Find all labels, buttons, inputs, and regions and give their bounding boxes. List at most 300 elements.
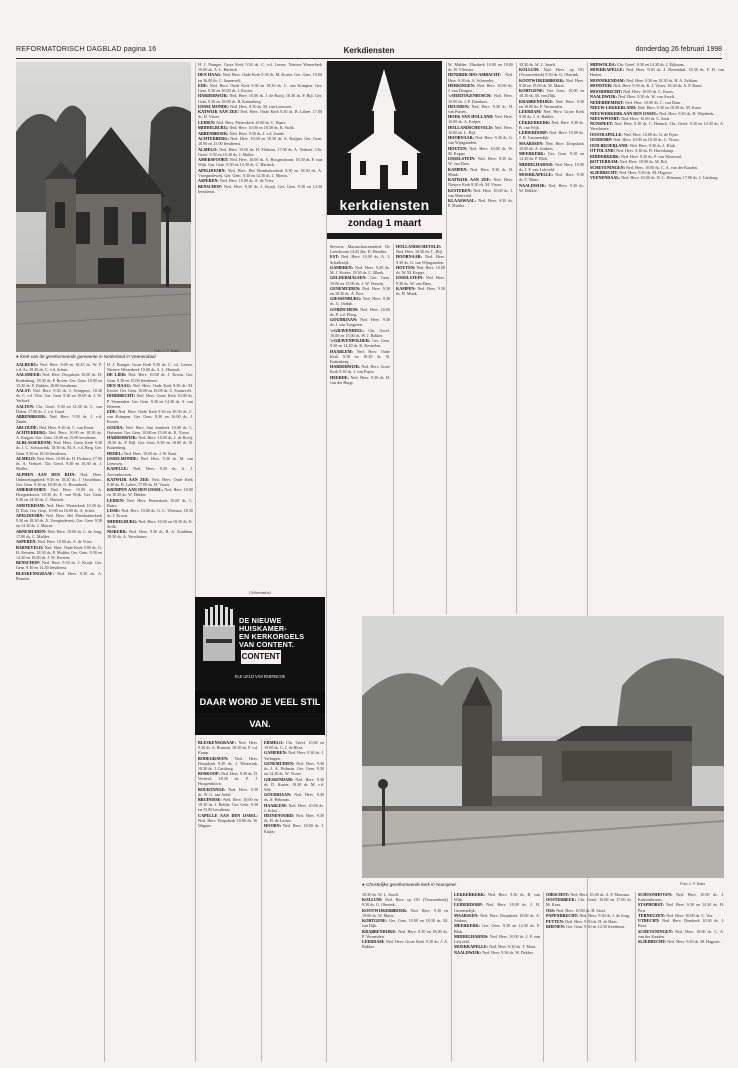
listing-entry: TERNEUZEN: Ned. Herv. 10.00 ds. C. Vos. xyxy=(638,912,714,918)
listing-entry: HARDERWIJK: Ned. Herv. Grote Kerk 9.30 ds. J. van Popta. xyxy=(330,364,390,375)
place-name: LEIDEN: xyxy=(107,497,125,503)
place-name: KOLLUM: xyxy=(519,67,540,73)
place-name: HERKINGEN: xyxy=(448,82,476,88)
listing-entry: MOORDRECHT: Ned. Herv. 10.00 ds. C. Kaars. xyxy=(590,88,674,94)
listing-entry: VEENENDAAL: Ned. Herv. 10.00 ds. W. L. Hekman, 17.00 ds. J. Catsburg. xyxy=(590,175,719,181)
listing-entry: CAPELLE AAN DEN IJSSEL: Ned. Herv. Dorpskerk 10.00 ds. W. Wagner. xyxy=(198,812,258,828)
listing-column-4 xyxy=(330,244,390,614)
listing-entry: ABCOUDE: Ned. Herv. 9.30 ds. C. van Roest. xyxy=(16,424,95,430)
listing-entry: LEKKERKERK: Ned. Herv. 9.30 ds. B. van Wijk. xyxy=(454,892,540,903)
listing-entry: KLAASWAAL: Ned. Herv. 9.30 ds. P. Mulder. xyxy=(448,198,513,209)
photo2-caption: ● Christelijke gereformeerde kerk in Nunspeet. xyxy=(362,882,457,887)
listing-entry: KATWIJK AAN ZEE: Ned. Herv. Oude Kerk 9.30 ds. B. Labee, 17.00 ds. H. Visser. xyxy=(198,109,322,120)
listing-entry: KAPELLE: Ned. Herv. 9.30 ds. A. J. Zeevenhooven. xyxy=(107,466,193,477)
listing-entry: 's-HERTOGENBOSCH: Ned. Herv. 10.00 ds. J. P. Dronkers. xyxy=(448,93,513,104)
listing-entry: GORINCHEM: Ned. Herv. 10.00 ds. P. v.d. Ploeg. xyxy=(330,306,390,317)
listing-entry: OUD-BEIJERLAND: Ned. Herv. 9.30 ds. J. Klok. xyxy=(590,142,676,148)
listing-entry: BENSCHOP: Ned. Herv. 9.30 ds. J. Kruijt. Ger. Gem. 9.30 en 14.30 leesdienst. xyxy=(16,560,102,571)
place-name: ALBLASSERDAM: xyxy=(16,440,52,446)
column-rule xyxy=(393,244,394,614)
listing-entry: ASPEREN: Ned. Herv. 10.00 ds. A. de Vries. xyxy=(16,539,93,545)
listing-column-7 xyxy=(590,62,724,614)
place-name: AALTEN: xyxy=(16,403,35,409)
place-name: ASPEREN: xyxy=(198,178,219,184)
listing-entry: LEKKERKERK: Ned. Herv. 9.30 ds. B. van Wijk. xyxy=(519,119,584,130)
place-name: 's-HERTOGENBOSCH: xyxy=(448,93,492,99)
place-name: KORTGENE: xyxy=(519,88,545,94)
place-name: HEERDE: xyxy=(330,374,349,380)
place-name: BENSCHOP: xyxy=(16,560,41,566)
listing-entry: KATWIJK AAN ZEE: Ned. Herv. Oude Kerk 9.30 ds. B. Labee, 17.00 ds. H. Visser. xyxy=(107,476,193,487)
place-name: EST: xyxy=(330,254,339,260)
listing-entry: MIDDELHARNIS: Ned. Herv. 10.00 ds. J. F. van Lelyveld. xyxy=(519,161,584,172)
listing-entry: OIRSCHOT: Ned. Herv. 10.00 ds. A. P. Monsma. xyxy=(546,892,630,897)
place-name: IJSSELMONDE: xyxy=(107,455,139,461)
listing-entry: EST: Ned. Herv. 10.00 ds. A. J. Schalkwijk. xyxy=(330,254,390,265)
place-name: NIEUW-LEKKERLAND: xyxy=(590,105,637,111)
place-name: HOUTEN: xyxy=(396,264,416,270)
newspaper-name: REFORMATORISCH DAGBLAD pagina 16 xyxy=(16,46,157,53)
place-name: EDE: xyxy=(107,408,117,414)
place-name: ALPHEN AAN DEN RIJN: xyxy=(16,471,76,477)
place-name: BARNEVELD: xyxy=(16,544,44,550)
place-name: MIDDELHARNIS: xyxy=(519,161,554,167)
place-name: HARDERWIJK: xyxy=(107,435,138,440)
listing-entry: APELDOORN: Ned. Herv. Het Ebenhaëzerkerk 9.30 en 18.30 ds. A. Vroegindeweij. Ger. Gem. 9.30 en 14.30 ds. J. Mieras. xyxy=(16,513,102,529)
place-name: IJSSELSTEIN: xyxy=(396,275,424,281)
place-name: SLIEDRECHT: xyxy=(590,169,619,175)
place-name: HARDERWIJK: xyxy=(198,93,229,99)
column-rule xyxy=(543,892,544,1062)
place-name: OOSTKAPELLE: xyxy=(590,131,623,137)
listing-entry: ERMELO: Chr. Geref. 10.00 en 19.00 ds. C. J. de Blois. xyxy=(264,740,324,751)
listing-entry: NIEUWERKERK AAN DEN IJSSEL: Ned. Herv. 9.30 ds. H. Wijnbeek. xyxy=(590,110,715,116)
place-name: AMERSFOORT: xyxy=(16,487,47,493)
listing-entry: STAPHORST: Ned. Herv. 9.30 en 14.30 ds. H. Post. xyxy=(638,902,724,913)
ad-headline-line: HUISKAMER- xyxy=(239,624,287,633)
church-icon xyxy=(327,61,442,197)
listing-entry: GOUDA: Ned. Herv. Sint Janskerk 10.00 ds. L. Huisman. Ger. Gem. 10.00 en 15.00 ds. K. Visser. xyxy=(107,424,193,435)
listing-column-4-lower xyxy=(264,740,324,1062)
listing-entry: ALMELO: Ned. Herv. 10.00 ds. H. Flokstra, 17.00 ds. A. Verhoef. Chr. Geref. 9.30 en 16.30 ds. J. Muller. xyxy=(198,146,322,157)
church-photo-veenendaal xyxy=(16,62,191,352)
place-name: MIDDELHARNIS: xyxy=(454,933,489,939)
listing-entry: EDE: Ned. Herv. Oude Kerk 9.30 en 18.30 ds. C. van Krimpen. Ger. Gem. 9.30 en 16.00 ds. J. Koster. xyxy=(107,408,193,425)
listing-entry: APELDOORN: Ned. Herv. Het Ebenhaëzerkerk 9.30 en 18.30 ds. A. Vroegindeweij. Ger. Gem. 9.30 en 14.30 ds. J. Mieras. xyxy=(198,167,322,178)
place-name: KAMPEN: xyxy=(448,166,468,172)
listing-column-5 xyxy=(448,62,513,614)
listing-entry: KRABBENDIJKE: Ned. Herv. 9.30 en 18.00 ds. P. Vermeulen. xyxy=(362,928,448,939)
listing-entry: BRUINISSE: Ned. Herv. 10.00 en 18.30 ds. J. Belder. Ger. Gem. 9.30 en 15.00 leesdienst. xyxy=(198,797,258,813)
listing-entry: GOUDRIAAN: Ned. Herv. 9.30 ds. J. van Tongeren. xyxy=(330,317,390,328)
listing-entry: ACHTERBERG: Ned. Herv. 10.00 en 18.30 ds. A. Kuijper. Ger. Gem. 10.00 en 15.00 leesdienst. xyxy=(198,136,322,147)
place-name: MONNIKENDAM: xyxy=(590,77,625,83)
page-header xyxy=(16,44,722,58)
place-name: HARDERWIJK: xyxy=(330,364,361,370)
listing-entry: LEERDAM: Ned. Herv. Grote Kerk 9.30 ds. J. A. Bakker. xyxy=(362,939,448,950)
listing-entry: IJSSELMONDE: Ned. Herv. 9.30 ds. M. van Leeuwen. xyxy=(198,103,293,109)
listing-entry: HARDERWIJK: Ned. Herv. 10.00 ds. J. de Rooij, 18.30 ds. P. Bijl. Ger. Gem. 9.30 en 18.00 ds. R. Kattenberg. xyxy=(107,435,193,451)
ad-headline-line: EN KERKORGELS xyxy=(239,632,305,641)
listing-entry: HOUTEN: Ned. Herv. 10.00 ds. W. M. Koppe. xyxy=(448,145,513,156)
place-name: OSS: xyxy=(546,907,556,913)
listing-entry: ABBENBROEK: Ned. Herv. 9.30 ds. J. v.d. Zande. xyxy=(16,414,102,425)
listing-entry: HENDRIK-IDO-AMBACHT: Ned. Herv. 9.30 ds. S. Schreuder. xyxy=(448,72,513,83)
place-name: MEERKERK: xyxy=(519,151,545,157)
listing-entry: MOERKAPELLE: Ned. Herv. 9.30 ds. J. Rosendaal, 18.30 ds. F. H. van Harten. xyxy=(590,67,724,78)
place-name: NIJKERK: xyxy=(107,529,128,535)
place-name: AMERSFOORT: xyxy=(198,157,229,163)
place-name: KATWIJK AAN ZEE: xyxy=(448,177,492,183)
logo-title: kerkdiensten xyxy=(339,197,430,213)
listing-entry: BENSCHOP: Ned. Herv. 9.30 ds. J. Kruijt. Ger. Gem. 9.30 en 14.30 leesdienst. xyxy=(198,183,322,194)
place-name: NUNSPEET: xyxy=(590,121,614,127)
listing-entry: NIEUW-LEKKERLAND: Ned. Herv. 9.30 en 18.30 ds. M. Kater. xyxy=(590,105,702,111)
listing-entry: AALTEN: Chr. Geref. 9.30 en 14.30 ds. C. van Dalen, 17.00 ds. J. v.d. Graaf. xyxy=(16,403,102,414)
place-name: GOUDA: xyxy=(107,424,124,430)
column-rule xyxy=(446,62,447,614)
place-name: AALST: xyxy=(16,388,31,394)
listing-entry: LEERDAM: Ned. Herv. Grote Kerk 9.30 ds. J. A. Bakker. xyxy=(519,109,584,120)
listing-entry: LEIDERDORP: Ned. Herv. 10.00 ds. J. H. Groenendijk. xyxy=(519,130,584,141)
place-name: MIDWOLDA: xyxy=(590,62,616,67)
listing-entry: HOORNAAR: Ned. Herv. 9.30 ds. G. van Wijngaarden. xyxy=(448,135,513,146)
listing-entry: MAARSSEN: Ned. Herv. Dorpskerk 10.00 ds. A. Jonkers. xyxy=(454,912,540,924)
place-name: OTTOLAND: xyxy=(590,148,616,154)
listing-entry: KOLLUM: Ned. Herv. op OG (Vrouwenkerk) 9.30 ds. G. Oberink. xyxy=(362,897,448,908)
listing-entry: KOLLUM: Ned. Herv. op OG (Vrouwenkerk) 9.30 ds. G. Oberink. xyxy=(519,67,584,78)
place-name: TERNEUZEN: xyxy=(638,912,666,918)
place-name: HOORNAAR: xyxy=(448,135,474,141)
place-name: DEN HAAG: xyxy=(198,72,222,78)
photo1-caption: ● Kerk van de gereformeerde gemeente in Nederland in Veenendaal. xyxy=(16,354,157,359)
place-name: MOERKAPELLE: xyxy=(590,67,625,73)
listing-entry: RIDDERKERK: Ned. Herv. 9.30 ds. P. van Nieuwaal. xyxy=(590,153,682,159)
listing-entry: MIDDELHARNIS: Ned. Herv. 10.00 ds. J. F. van Lelyveld. xyxy=(454,933,540,944)
listing-column-11 xyxy=(638,892,724,1062)
place-name: ALMELO: xyxy=(198,146,218,152)
listing-entry: KRIMPEN AAN DEN IJSSEL: Ned. Herv. 10.00 en 18.30 ds. W. Dekker. xyxy=(107,487,193,498)
listing-entry: LEIDERDORP: Ned. Herv. 10.00 ds. J. H. Groenendijk. xyxy=(454,902,540,913)
listing-entry: 18.30 ds. W. L. Smelt. xyxy=(362,892,399,897)
listing-entry: LEIDEN: Ned. Herv. Pieterskerk 10.00 ds. C. Baars. xyxy=(107,497,193,508)
listing-entry: GENEMUIDEN: Ned. Herv. 9.30 en 18.30 ds. A. Post. xyxy=(330,285,390,296)
listing-entry: MEERKERK: Ger. Gem. 9.30 en 14.30 ds. P. Blok. xyxy=(519,151,584,162)
photo2-caption-text: Christelijke gereformeerde kerk in Nunspeet. xyxy=(366,882,457,887)
place-name: DORDRECHT: xyxy=(107,393,135,399)
place-name: HOLLANDSCHEVELD: xyxy=(448,124,494,130)
photo1-caption-text: Kerk van de gereformeerde gemeente in Nederland in Veenendaal. xyxy=(20,354,157,359)
place-name: MOERKAPELLE: xyxy=(519,172,554,178)
listing-entry: OUDDORP: Ned. Herv. 10.00 en 18.30 ds. C. Visser. xyxy=(590,137,680,143)
place-name: LEERDAM: xyxy=(362,939,385,945)
place-name: LEIDERDORP: xyxy=(454,902,483,908)
place-name: MOORDRECHT: xyxy=(590,88,623,94)
place-name: GELDERMALSEN: xyxy=(330,275,367,281)
place-name: MONSTER: xyxy=(590,83,613,89)
listing-entry: HEDEL: Ned. Herv. 10.00 ds. J. W. Kaat. xyxy=(107,450,178,456)
listing-entry: OOSTKAPELLE: Ned. Herv. 10.00 ds. G. de Fijter. xyxy=(590,131,679,137)
listing-entry: HOEK VAN HOLLAND: Ned. Herv. 10.00 ds. A. Kuiper. xyxy=(448,114,513,125)
listing-entry: GELDERMALSEN: Ger. Gem. 10.00 en 15.00 ds. J. W. Verweij. xyxy=(330,275,390,286)
place-name: NEDERHEMERT: xyxy=(590,99,624,105)
place-name: LEKKERKERK: xyxy=(519,119,551,125)
place-name: BLESKENSGRAAF: xyxy=(198,740,236,745)
listing-entry: GIESSENDAM: Ned. Herv. 9.30 ds. D. Koster, 18.30 ds. M. v.d. Wal. xyxy=(264,776,324,792)
listing-entry: HOORN: Ned. Herv. 10.00 ds. J. Kuijer. xyxy=(264,823,324,834)
place-name: OIRSCHOT: xyxy=(546,892,570,897)
place-name: EDE: xyxy=(198,82,208,88)
place-name: AMSTERDAM: xyxy=(16,502,45,508)
listing-column-2 xyxy=(107,362,193,1062)
listing-entry: ALBLASSERDAM: Ned. Herv. Grote Kerk 9.30 ds. J. C. Schouwink, 18.30 ds. M. A. v.d. Berg. Ger. Gem. 9.30 en 18.30 leesdienst. xyxy=(16,440,102,456)
place-name: MAARSSEN: xyxy=(519,140,544,146)
place-name: DE LIER: xyxy=(107,372,127,378)
place-name: HAARLEM: xyxy=(330,348,354,354)
place-name: HOORN: xyxy=(264,823,282,829)
listing-entry: BLESKENSGRAAF: Ned. Herv. 9.30 ds. A. Romein. xyxy=(16,570,102,581)
listing-entry: AALST: Ned. Herv. 9.30 ds. J. Schippers, 18.30 ds. C. v.d. Vlist. Ger. Gem. 9.30 en 18.00 ds. J. W. Verhoef. xyxy=(16,388,102,404)
place-name: LISSE: xyxy=(107,508,121,514)
place-name: BENSCHOP: xyxy=(198,183,223,189)
listing-entry: ABBENBROEK: Ned. Herv. 9.30 ds. J. v.d. Zande. xyxy=(198,130,285,136)
place-name: KOLLUM: xyxy=(362,897,383,903)
listing-column-4b xyxy=(396,244,445,614)
listing-entry: NAALDWIJK: Ned. Herv. 9.30 ds. W. van Asselt. xyxy=(590,94,675,100)
place-name: MAARSSEN: xyxy=(454,912,479,918)
listing-entry: HOORNAAR: Ned. Herv. 9.30 ds. G. van Wijngaarden. xyxy=(396,254,445,265)
place-name: HEINENOORD: xyxy=(264,813,295,818)
listing-column-6 xyxy=(519,62,584,614)
listing-entry: NEDERHEMERT: Ned. Herv. 10.00 ds. C. van Dam. xyxy=(590,99,681,105)
listing-entry: MIDWOLDA: Chr. Geref. 9.30 en 14.30 ds. J. Eijkman. xyxy=(590,62,685,67)
organ-icon xyxy=(201,605,237,663)
place-name: BOSKOOP: xyxy=(198,771,220,777)
header-rule xyxy=(16,58,722,59)
listing-entry: NAALDWIJK: Ned. Herv. 9.30 ds. W. Dekker. xyxy=(519,182,584,193)
listing-entry: BOURTANGE: Ned. Herv. 9.30 ds. W. G. van Arkel. xyxy=(198,786,258,797)
listing-entry: MEERKERK: Ger. Gem. 9.30 en 14.30 ds. P. Blok. xyxy=(454,923,540,934)
place-name: BRUINISSE: xyxy=(198,797,222,803)
column-rule xyxy=(195,62,196,1062)
place-name: MEERKERK: xyxy=(454,923,480,929)
column-rule xyxy=(451,892,452,1062)
place-name: MIDDELBURG: xyxy=(198,125,229,131)
place-name: ERMELO: xyxy=(264,740,284,745)
place-name: KOOTWIJKERBROEK: xyxy=(362,907,408,913)
listing-entry: GAMEREN: Ned. Herv. 9.30 ds. J. Verhagen. xyxy=(264,750,324,761)
listing-entry: IJSSELSTEIN: Ned. Herv. 9.30 ds. W. van Dam. xyxy=(448,156,513,167)
listing-entry: HEUSDEN: Ned. Herv. 9.30 ds. H. van Putten. xyxy=(448,103,513,114)
listing-entry: BODEGRAVEN: Ned. Herv. Dorpskerk 9.30 ds. J. Westerink, 18.30 ds. J. Catsburg. xyxy=(198,755,258,771)
listing-entry: PUTTEN: Ned. Herv. 9.30 ds. H. de Haas. xyxy=(546,918,618,924)
place-name: ABBENBROEK: xyxy=(198,130,229,136)
listing-entry: AALSMEER: Ned. Herv. Dorpskerk 10.00 ds. H. Rodenburg, 18.30 ds. P. Boven. Ger. Gem. 10.00 en 15.30 ds. F. Bakker, 18.00 leesdienst. xyxy=(16,372,102,388)
listing-column-1 xyxy=(16,362,102,1062)
listing-entry: DEN HAAG: Ned. Herv. Oude Kerk 9.30 ds. M. Koster. Ger. Gem. 10.00 en 16.00 ds. C. Sonnevelt. xyxy=(107,382,193,394)
listing-entry: SCHEVENINGEN: Ned. Herv. 10.00 ds. C. A. van der Kaaden. xyxy=(638,928,724,939)
listing-entry: 's-GRAVENPOLDER: Ger. Gem. 9.30 en 14.30 ds. K. Kestrelen. xyxy=(330,338,390,349)
listing-entry: HEINENOORD: Ned. Herv. 9.30 ds. H. de Leeuw. xyxy=(264,813,324,824)
listing-entry: KOOTWIJKERBROEK: Ned. Herv. 9.30 en 19.00 ds. W. Marie. xyxy=(519,77,584,88)
place-name: NIEUWPOORT: xyxy=(590,115,621,121)
place-name: LEIDEN: xyxy=(198,119,216,125)
place-name: OOSTERBEEK: xyxy=(546,897,577,903)
listing-column-3-lower xyxy=(198,740,258,1062)
listing-entry: PAPENDRECHT: Ned. Herv. 9.30 ds. J. de Jong. xyxy=(546,913,630,919)
place-name: GENEMUIDEN: xyxy=(264,760,295,766)
listing-entry: KAMPEN: Ned. Herv. 9.30 ds. H. Munk. xyxy=(448,166,513,177)
place-name: KRABBENDIJKE: xyxy=(519,98,554,104)
place-name: KAPELLE: xyxy=(107,466,129,472)
place-name: ALMELO: xyxy=(16,455,36,461)
listing-entry: IJSSELSTEIN: Ned. Herv. 9.30 ds. W. van Dam. xyxy=(396,275,445,286)
listing-entry: MIDDELBURG: Ned. Herv. 10.00 en 18.30 ds. K. Stolk. xyxy=(107,518,193,529)
place-name: OUD-BEIJERLAND: xyxy=(590,142,629,148)
place-name: NIEUWERKERK AAN DEN IJSSEL: xyxy=(590,110,659,116)
listing-entry: DORDRECHT: Ned. Herv. Grote Kerk 10.00 ds. P. Vermeulen. Ger. Gem. 9.30 en 14.30 ds. A. van Heteren. xyxy=(107,393,193,409)
kerkdiensten-logo xyxy=(327,61,442,239)
place-name: BLESKENSGRAAF: xyxy=(16,570,54,576)
place-name: RIDDERKERK: xyxy=(590,153,620,159)
place-name: HOORNAAR: xyxy=(396,254,422,260)
publication-date: donderdag 26 februari 1998 xyxy=(635,46,722,53)
place-name: PAPENDRECHT: xyxy=(546,913,579,919)
place-name: NAALDWIJK: xyxy=(519,182,547,188)
place-name: KESTEREN: xyxy=(448,187,472,193)
place-name: APELDOORN: xyxy=(198,167,226,173)
place-name: HEUSDEN: xyxy=(448,103,470,109)
listing-entry: AALBURG: Ned. Herv. 9.00 en 18.45 ds. W. P. v.d. Ar, 18.30 ds. C. v.d. Schuit. xyxy=(16,362,102,373)
listing-entry: BLESKENSGRAAF: Ned. Herv. 9.30 ds. A. Romein, 18.30 ds. P. v.d. Kamp. xyxy=(198,740,258,756)
listing-entry: H. J. Pranger. Grote Kerk 9.30 ds. C. v.d. Leeuw. Nieuwe Westerkerk 10.00 ds. A. L. Harinck. xyxy=(198,62,322,73)
listing-entry: IJSSELMONDE: Ned. Herv. 9.30 ds. M. van Leeuwen. xyxy=(107,455,193,467)
listing-entry: HEERDE: Ned. Herv. 9.30 ds. H. van der Burgt. xyxy=(330,374,390,385)
place-name: 's-GRAVENDEEL: xyxy=(330,327,365,333)
place-name: HEDEL: xyxy=(107,450,123,456)
place-name: OUDDORP: xyxy=(590,137,613,143)
place-name: KLAASWAAL: xyxy=(448,198,477,204)
logo-date: zondag 1 maart xyxy=(327,215,442,233)
place-name: HOEK VAN HOLLAND: xyxy=(448,114,494,120)
listing-entry: HAARLEM: Ned. Herv. Oude Kerk 9.30 en 18.30 ds. R. Kattenberg. xyxy=(330,348,390,364)
place-name: GENEMUIDEN: xyxy=(330,285,361,291)
place-name: KRIMPEN AAN DEN IJSSEL: xyxy=(107,487,164,493)
place-name: PUTTEN: xyxy=(546,918,565,924)
place-name: MIDDELBURG: xyxy=(107,518,138,524)
place-name: GOUDRIAAN: xyxy=(264,792,292,798)
listing-entry: SCHOONHOVEN: Ned. Herv. 10.00 ds. J. Kuijvenhoven. xyxy=(638,892,724,903)
column-rule xyxy=(635,892,636,1062)
listing-entry: SCHEVENINGEN: Ned. Herv. 10.00 ds. C. A. van der Kaaden. xyxy=(590,164,698,170)
ad-headline-line: DE NIEUWE xyxy=(239,616,282,625)
listing-entry: ALPHEN AAN DEN RIJN: Ned. Herv. Ontmoetingskerk 9.30 en 18.30 ds. J. Oosterhuis. Ger. Gem. 9.30 en 18.00 ds. G. Hoornbeek. xyxy=(16,471,102,487)
listing-entry: ARNEMUIDEN: Ned. Herv. 10.00 ds. L. de Jong, 17.00 ds. C. Mulder. xyxy=(16,528,102,539)
listing-entry: EDE: Ned. Herv. Oude Kerk 9.30 en 18.30 ds. C. van Krimpen. Ger. Gem. 9.30 en 16.00 ds. J. Koster. xyxy=(198,82,322,94)
listing-entry: SLIEDRECHT: Ned. Herv. 9.30 ds. M. Hagoort. xyxy=(638,939,721,945)
place-name: ACHTERBERG: xyxy=(16,429,47,435)
listing-column-9 xyxy=(454,892,540,1062)
listing-entry: GOUDRIAAN: Ned. Herv. 9.30 ds. A. Hekman. xyxy=(264,792,324,803)
place-name: KAMPEN: xyxy=(396,285,416,291)
place-name: LEKKERKERK: xyxy=(454,892,486,897)
listing-column-8 xyxy=(362,892,448,1062)
listing-entry: OOSTERBEEK: Chr. Geref. 10.00 en 17.00 ds. M. Kam. xyxy=(546,897,632,908)
place-name: VEENENDAAL: xyxy=(590,175,621,181)
listing-entry: BARNEVELD: Ned. Herv. Oude Kerk 9.00 ds. G. H. Kersten, 18.30 ds. P. Mulder. Ger. Gem. 9.30 en 14.30 en 18.00 ds. J. W. Kersten. xyxy=(16,544,102,560)
place-name: SCHEVENINGEN: xyxy=(590,164,625,170)
place-name: SCHOONHOVEN: xyxy=(638,892,673,897)
place-name: ABCOUDE: xyxy=(16,424,39,430)
listing-entry: KORTGENE: Ger. Gem. 10.00 en 18.30 ds. M. van Dijk. xyxy=(519,88,584,99)
listing-entry: DE LIER: Ned. Herv. 10.00 ds. J. Kroon. Ger. Gem. 9.30 en 15.00 leesdienst. xyxy=(107,372,193,383)
listing-entry: HOLLANDSCHEVELD: Ned. Herv. 10.00 ds. L. Bijl. xyxy=(448,124,513,135)
place-name: KORTGENE: xyxy=(362,918,388,924)
place-name: UTRECHT: xyxy=(638,918,660,924)
listing-entry: OSS: Ned. Herv. 10.00 ds. H. Stoel. xyxy=(546,907,607,913)
place-name: MOERKAPELLE: xyxy=(454,944,489,950)
listing-entry: KORTGENE: Ger. Gem. 10.00 en 18.30 ds. M. van Dijk. xyxy=(362,918,448,929)
place-name: AALSMEER: xyxy=(16,372,41,378)
organ-advertisement[interactable] xyxy=(195,597,325,735)
listing-entry: BOSKOOP: Ned. Herv. 9.30 ds. D. Verheul, 18.30 ds. P. J. Hoogendoorn. xyxy=(198,771,258,787)
listing-entry: NUNSPEET: Ned. Herv. 9.30 ds. C. Harinck, Chr. Geref. 9.30 en 14.30 ds. A. Verschuure. xyxy=(590,121,724,132)
listing-entry: HOLLANDSCHEVELD: Ned. Herv. 10.00 ds. L. Bijl. xyxy=(396,244,443,255)
listing-entry: DEN HAAG: Ned. Herv. Oude Kerk 9.30 ds. M. Koster. Ger. Gem. 10.00 en 16.00 ds. C. Sonnevelt. xyxy=(198,72,322,83)
listing-entry: W. Mulder, Elimkerk 10.00 en 18.00 ds. H. Vlietstra. xyxy=(448,62,513,73)
listing-entry: AMSTERDAM: Ned. Herv. Westerkerk 10.30 ds. D. Kok. Ger. Gem. 10.00 en 16.00 ds. A. Schot. xyxy=(16,502,102,513)
listing-entry: KAMPEN: Ned. Herv. 9.30 ds. H. Munk. xyxy=(396,285,445,296)
place-name: DEN HAAG: xyxy=(107,382,132,388)
listing-column-10 xyxy=(546,892,632,1062)
listing-column-3 xyxy=(198,62,322,584)
listing-entry: OTTOLAND: Ned. Herv. 9.30 ds. B. Haverkamp. xyxy=(590,148,675,154)
ad-slogan: DAAR WORD JE VEEL STIL VAN. xyxy=(195,691,325,713)
place-name: HOUTEN: xyxy=(448,145,468,151)
listing-entry: MAARSSEN: Ned. Herv. Dorpskerk 10.00 ds. A. Jonkers. xyxy=(519,140,584,151)
place-name: IJSSELMONDE: xyxy=(198,103,230,109)
place-name: RHENEN: xyxy=(546,924,566,930)
place-name: HOLLANDSCHEVELD: xyxy=(396,244,442,249)
place-name: STAPHORST: xyxy=(638,902,664,908)
place-name: KOOTWIJKERBROEK: xyxy=(519,77,565,83)
photo1-credit: Foto J. P. Bakx xyxy=(154,349,180,353)
place-name: NAALDWIJK: xyxy=(454,949,482,955)
listing-entry: GENEMUIDEN: Ned. Herv. 9.30 ds. J. A. Hofman. Ger. Gem. 9.30 en 14.30 ds. W. Visser. xyxy=(264,760,324,777)
listing-entry: KESTEREN: Ned. Herv. 10.00 ds. J. van Meerveld. xyxy=(448,187,513,198)
place-name: HAARLEM: xyxy=(264,802,288,808)
listing-entry: MOERKAPELLE: Ned. Herv. 9.30 ds. T. Maas. xyxy=(519,172,584,183)
place-name: GORINCHEM: xyxy=(330,306,359,312)
place-name: AALBURG: xyxy=(16,362,39,367)
listing-entry: 's-GRAVENDEEL: Chr. Geref. 10.00 en 15.00 ds. W. J. Bakker. xyxy=(330,327,390,338)
listing-entry: KATWIJK AAN ZEE: Ned. Herv. Nieuwe Kerk 9.30 ds. M. Visser. xyxy=(448,177,513,188)
place-name: BODEGRAVEN: xyxy=(198,755,229,761)
place-name: GIESSENBURG: xyxy=(330,296,362,302)
advertisement-label: (Advertentie) xyxy=(249,590,271,595)
listing-entry: HOUTEN: Ned. Herv. 10.00 ds. W. M. Koppe. xyxy=(396,264,445,276)
place-name: ARNEMUIDEN: xyxy=(16,528,47,534)
listing-entry: ASPEREN: Ned. Herv. 10.00 ds. A. de Vries. xyxy=(198,178,275,184)
place-name: GOUDRIAAN: xyxy=(330,317,358,323)
listing-entry: MONNIKENDAM: Ned. Herv. 9.30 en 18.30 ds. H. A. Zeldam. xyxy=(590,77,698,83)
column-rule xyxy=(516,62,517,614)
place-name: 's-GRAVENPOLDER: xyxy=(330,338,371,344)
listing-entry: GAMEREN: Ned. Herv. 9.30 ds. M. J. Koster, 18.30 ds. C. Blenk. xyxy=(330,264,390,276)
place-name: ACHTERBERG: xyxy=(198,136,229,142)
listing-entry: SLIEDRECHT: Ned. Herv. 9.30 ds. M. Hagoort. xyxy=(590,169,673,175)
place-name: KATWIJK AAN ZEE: xyxy=(198,109,239,115)
